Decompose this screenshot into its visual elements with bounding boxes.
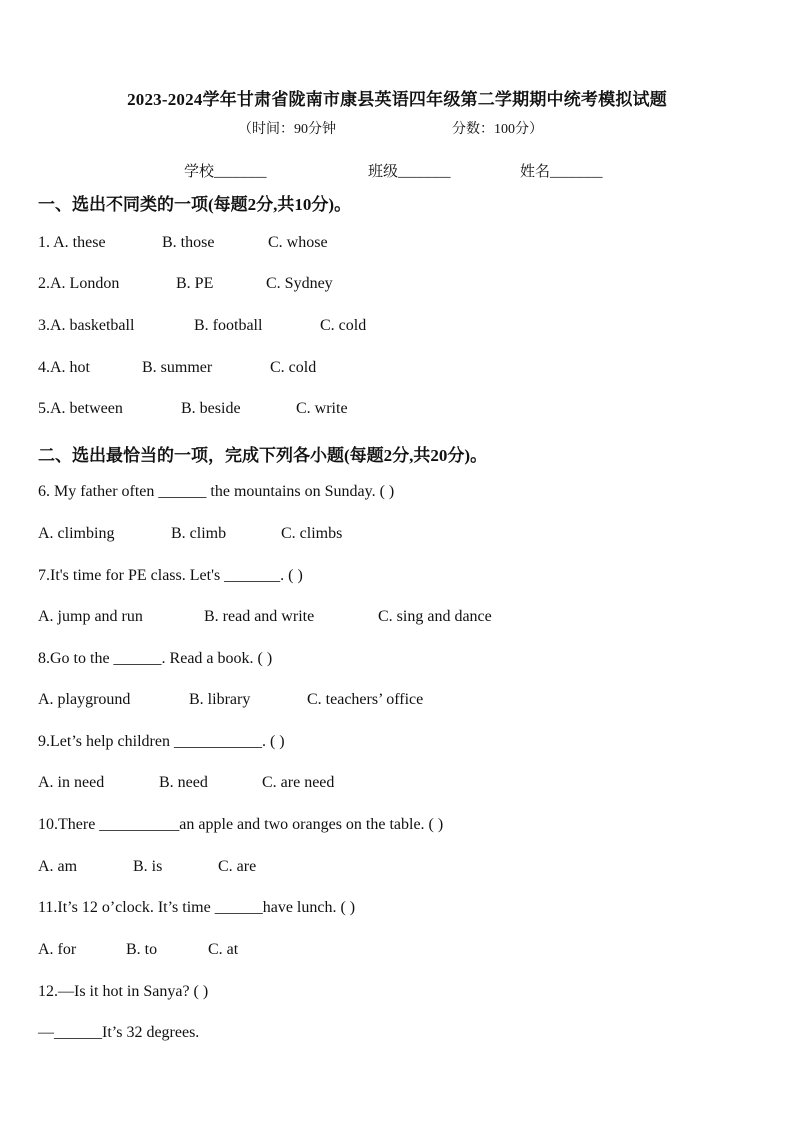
option-a: 4.A. hot (38, 359, 90, 376)
option-b: B. PE (176, 275, 214, 292)
question-10-options (38, 858, 256, 876)
option-a: A. climbing (38, 525, 115, 542)
question-3 (38, 317, 366, 335)
option-b: B. is (133, 858, 163, 875)
option-c: C. sing and dance (378, 608, 492, 625)
option-a: A. playground (38, 691, 131, 708)
option-a: A. am (38, 858, 78, 875)
option-c: C. are need (262, 774, 335, 791)
option-c: C. write (296, 400, 348, 417)
option-c: C. at (208, 941, 239, 958)
option-c: C. Sydney (266, 275, 333, 292)
option-b: B. to (126, 941, 158, 958)
question-4 (38, 359, 316, 377)
option-b: B. climb (171, 525, 227, 542)
option-a: 5.A. between (38, 400, 123, 417)
question-8-stem: 8.Go to the ______. Read a book. ( ) (38, 650, 273, 667)
option-a: A. jump and run (38, 608, 143, 625)
question-2 (38, 275, 333, 293)
exam-score: 分数：100分） (452, 122, 543, 137)
option-a: 3.A. basketball (38, 317, 135, 334)
option-c: C. are (218, 858, 257, 875)
question-1 (38, 234, 328, 252)
question-9-stem: 9.Let’s help children ___________. ( ) (38, 733, 285, 750)
option-b: B. beside (181, 400, 241, 417)
option-b: B. summer (142, 359, 213, 376)
question-7-stem: 7.It's time for PE class. Let's _______. ( ) (38, 567, 303, 584)
option-a: 1. A. these (38, 234, 106, 251)
question-5 (38, 400, 348, 418)
option-c: C. cold (320, 317, 367, 334)
name-field: 姓名_______ (520, 164, 603, 180)
class-field: 班级_______ (368, 164, 451, 180)
question-10-stem: 10.There __________an apple and two oranges on the table. ( ) (38, 816, 444, 833)
option-a: A. in need (38, 774, 105, 791)
option-b: B. library (189, 691, 251, 708)
option-c: C. whose (268, 234, 328, 251)
question-11-stem: 11.It’s 12 o’clock. It’s time ______have lunch. ( ) (38, 899, 356, 916)
option-b: B. football (194, 317, 263, 334)
section-1-heading: 一、选出不同类的一项(每题2分,共10分)。 (38, 195, 352, 214)
question-6-options (38, 525, 342, 543)
section-2-heading: 二、选出最恰当的一项，完成下列各小题(每题2分,共20分)。 (38, 446, 488, 465)
option-b: B. those (162, 234, 215, 251)
exam-time: （时间：90分钟 (238, 122, 336, 137)
option-b: B. read and write (204, 608, 315, 625)
question-6-stem: 6. My father often ______ the mountains on Sunday. ( ) (38, 483, 395, 500)
option-a: 2.A. London (38, 275, 120, 292)
option-c: C. teachers’ office (307, 691, 424, 708)
option-b: B. need (159, 774, 208, 791)
option-a: A. for (38, 941, 77, 958)
question-7-options (38, 608, 492, 626)
question-8-options (38, 691, 423, 709)
question-12-reply: —______It’s 32 degrees. (38, 1024, 200, 1041)
option-c: C. cold (270, 359, 317, 376)
option-c: C. climbs (281, 525, 343, 542)
school-field: 学校_______ (184, 164, 267, 180)
question-11-options (38, 941, 238, 959)
question-12-stem: 12.—Is it hot in Sanya? ( ) (38, 983, 209, 1000)
question-9-options (38, 774, 334, 792)
page-title: 2023-2024学年甘肃省陇南市康县英语四年级第二学期期中统考模拟试题 (127, 90, 667, 109)
